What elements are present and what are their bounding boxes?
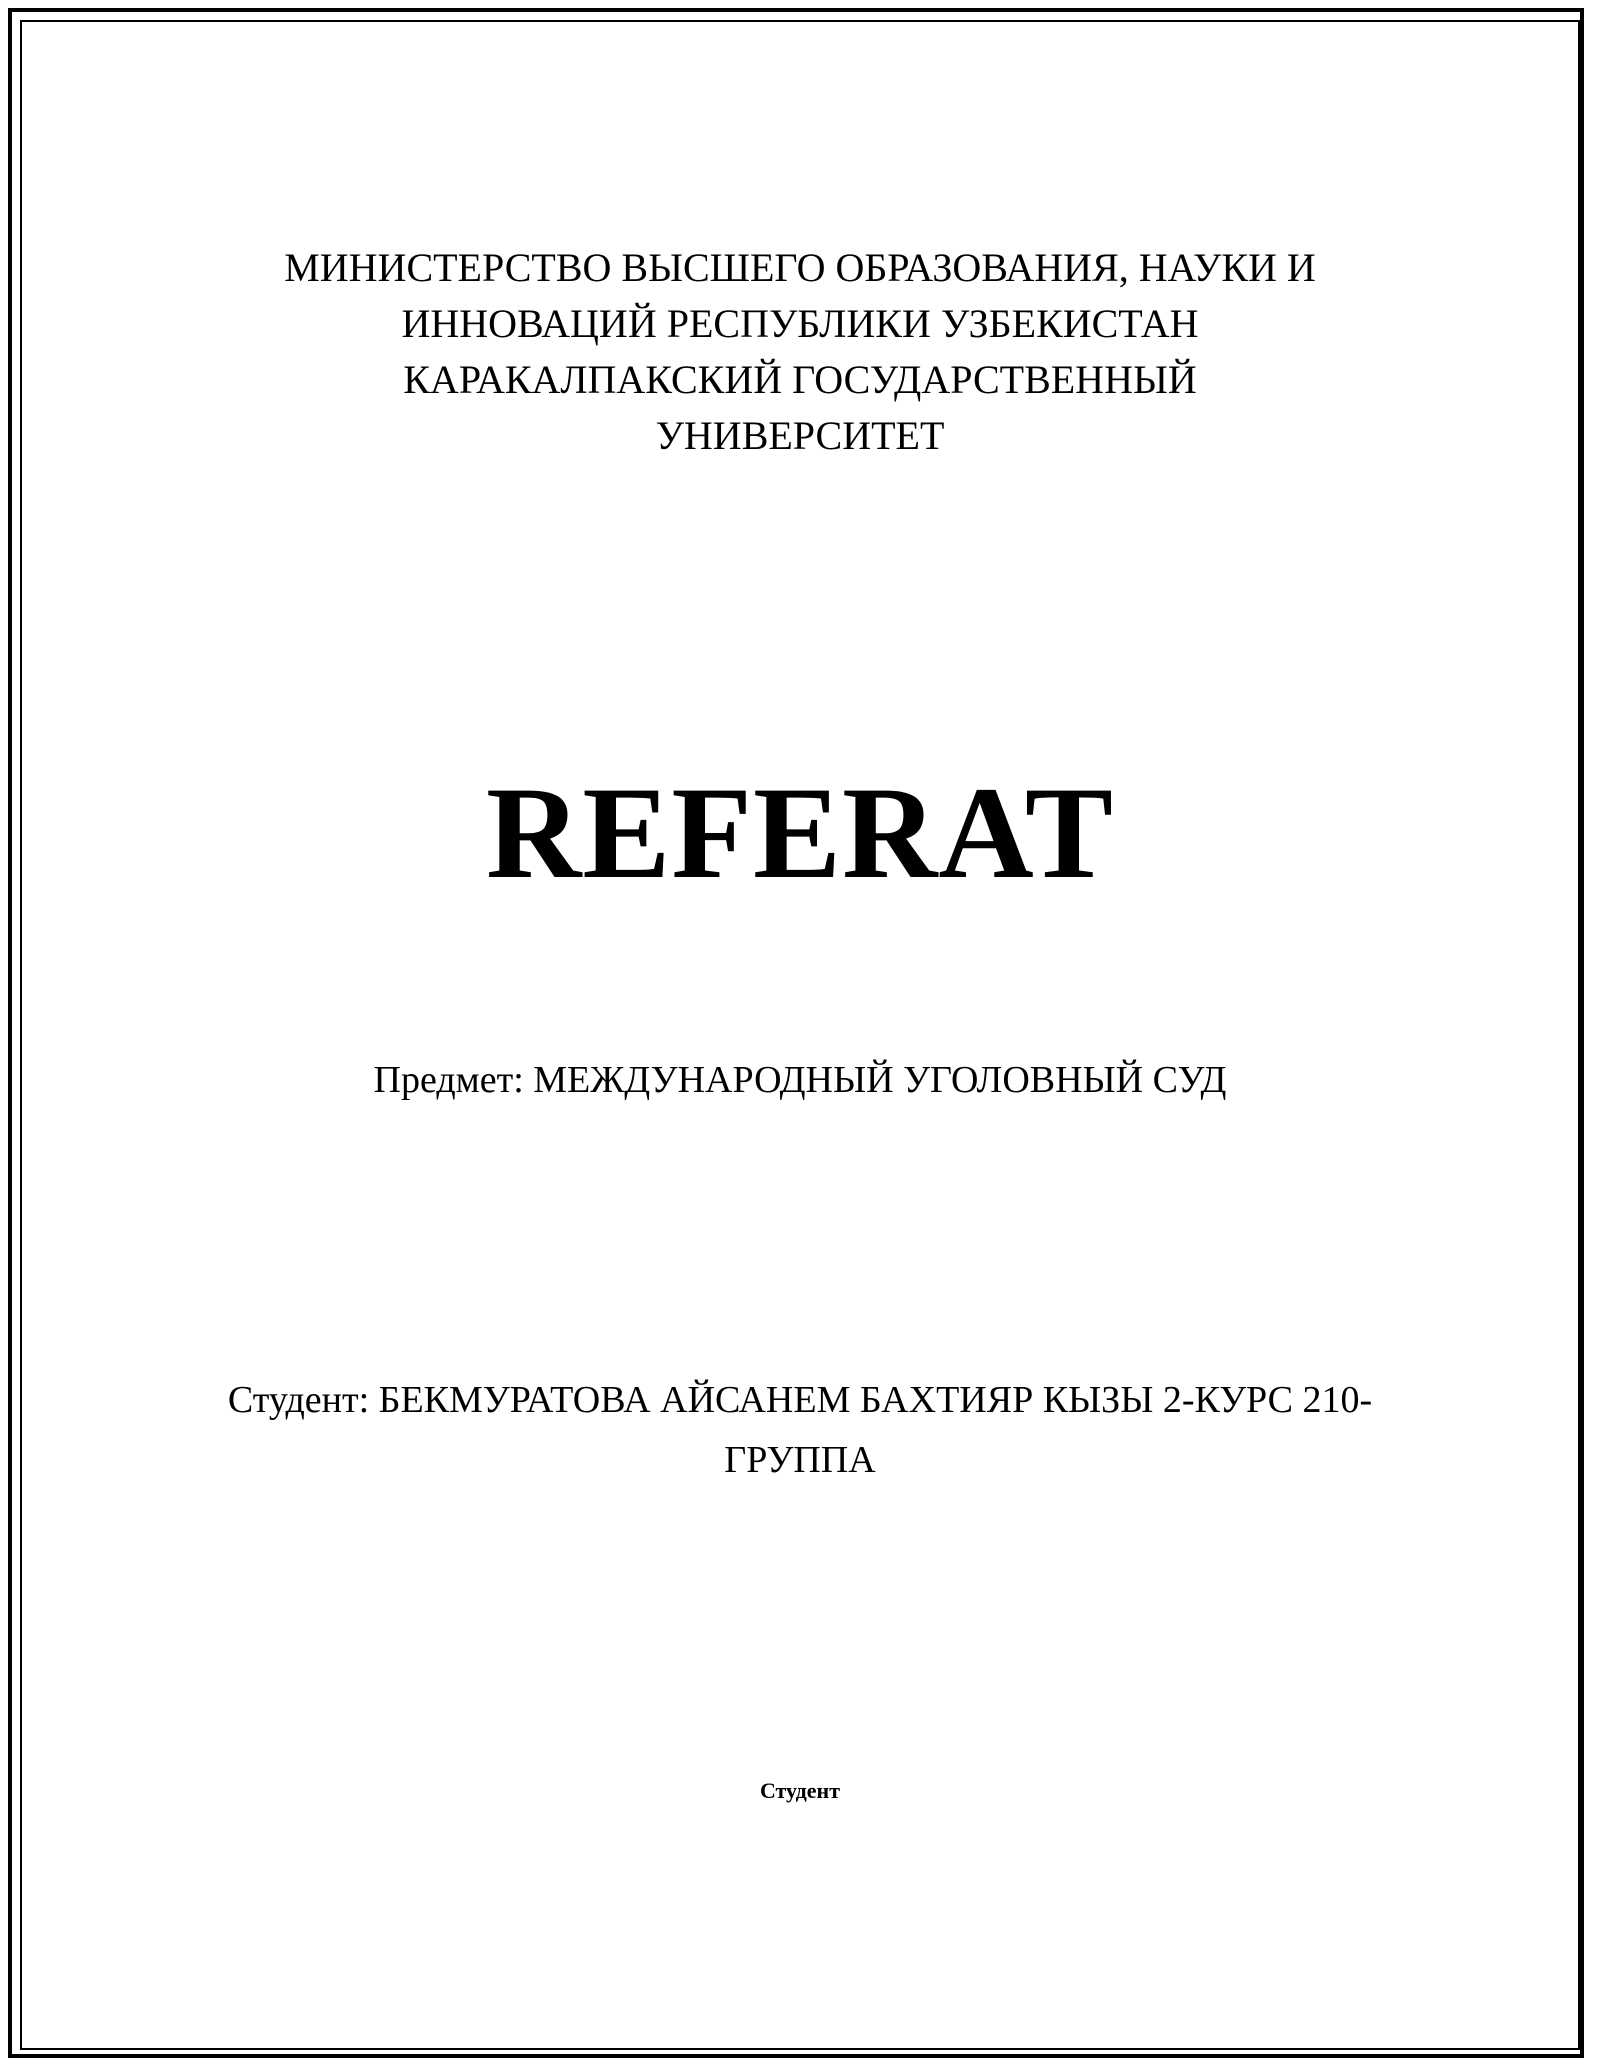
student-info-line: Студент: БЕКМУРАТОВА АЙСАНЕМ БАХТИЯР КЫЗЫ 2-КУРС 210- <box>227 1379 1373 1421</box>
document-title: REFERAT <box>486 759 1114 906</box>
student-info-line: ГРУППА <box>724 1439 876 1481</box>
subject-line: Предмет: МЕЖДУНАРОДНЫЙ УГОЛОВНЫЙ СУД <box>373 1059 1227 1101</box>
ministry-line: МИНИСТЕРСТВО ВЫСШЕГО ОБРАЗОВАНИЯ, НАУКИ И <box>284 245 1316 290</box>
ministry-line: УНИВЕРСИТЕТ <box>655 413 945 458</box>
student-info <box>0 1370 1600 1490</box>
signature-label: Студент <box>759 1778 841 1803</box>
ministry-header <box>0 240 1600 464</box>
ministry-line: КАРАКАЛПАКСКИЙ ГОСУДАРСТВЕННЫЙ <box>403 357 1197 402</box>
ministry-line: ИННОВАЦИЙ РЕСПУБЛИКИ УЗБЕКИСТАН <box>401 301 1199 346</box>
